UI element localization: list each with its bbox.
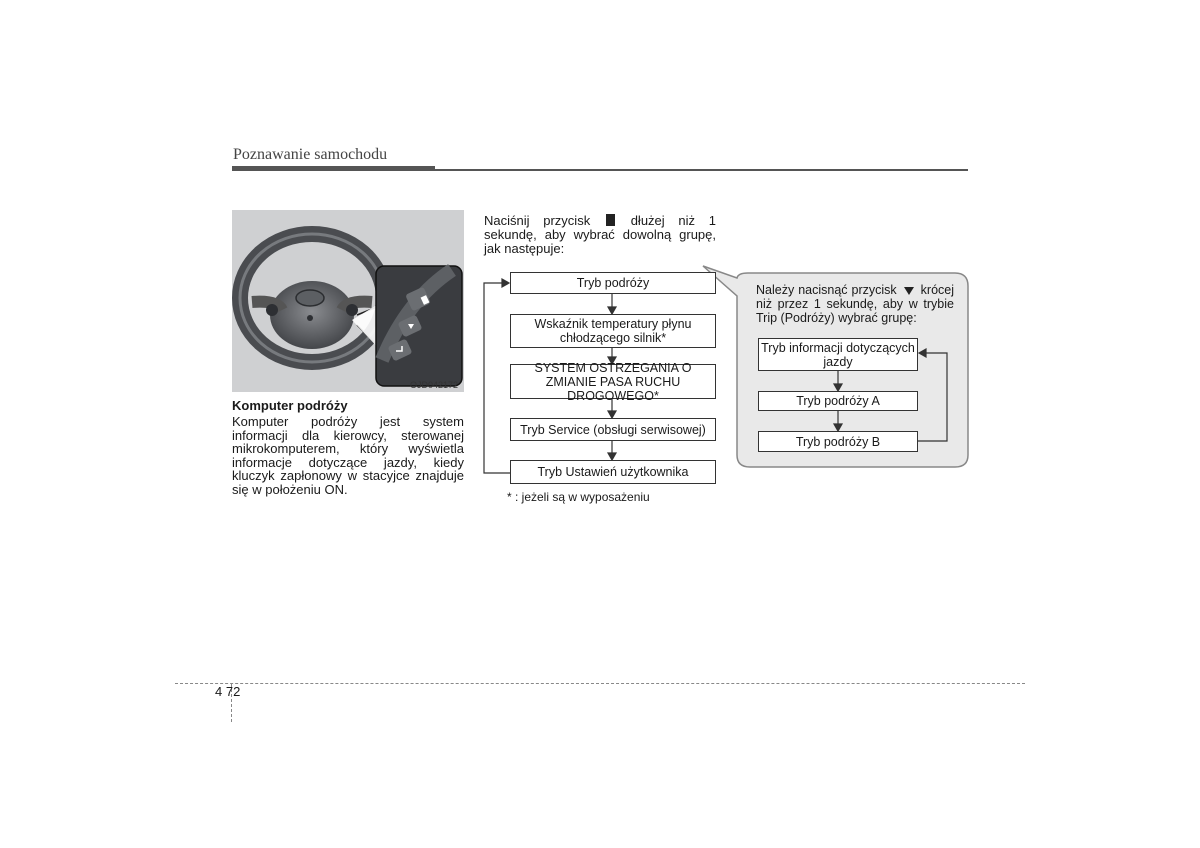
- callout-paragraph: [756, 283, 954, 325]
- flow-item-coolant-temp: [510, 314, 716, 348]
- flow-item-service-mode: [510, 418, 716, 441]
- callout-item-trip-b: [758, 431, 918, 452]
- section-heading: Komputer podróży: [232, 398, 348, 413]
- flow-item-trip-mode: [510, 272, 716, 294]
- flow-item-user-settings: [510, 460, 716, 484]
- callout-item-label: Tryb podróży A: [796, 394, 880, 408]
- flow-footnote: * : jeżeli są w wyposażeniu: [507, 490, 650, 504]
- callout-text-after: krócej niż przez 1 sekundę, aby w trybie Trip (Podróży) wybrać grupę:: [756, 283, 954, 325]
- callout-item-label: Tryb informacji dotyczących jazdy: [761, 340, 915, 369]
- intro-text-after: dłużej niż 1 sekundę, aby wybrać dowolną grupę, jak następuje:: [484, 213, 716, 256]
- callout-item-driving-info: [758, 338, 918, 371]
- page-number: 4 72: [215, 684, 241, 699]
- callout-item-label: Tryb podróży B: [795, 434, 881, 449]
- flow-item-label: Tryb Service (obsługi serwisowej): [520, 422, 706, 437]
- flow-item-label: Tryb podróży: [576, 276, 650, 290]
- intro-text-before: Naciśnij przycisk: [484, 213, 591, 228]
- triangle-down-icon: [904, 287, 914, 295]
- flow-item-label: Wskaźnik temperatury płynu chłodzącego silnik*: [534, 317, 692, 345]
- callout-text-before: Należy nacisnąć przycisk: [756, 283, 897, 297]
- figure-code: OJD042172: [410, 380, 459, 390]
- page-header-title: Poznawanie samochodu: [233, 146, 388, 163]
- section-body: Komputer podróży jest system informacji dla kierowcy, sterowanej mikrokomputerem, który wyświetla informacje dotyczące jazdy, kiedy kluczyk zapłonowy w stacyjce znajduje się w położeniu ON.: [232, 414, 464, 497]
- flow-item-label: Tryb Ustawień użytkownika: [537, 465, 689, 479]
- footer-dashed-rule: [175, 683, 1025, 684]
- flow-item-label: SYSTEM OSTRZEGANIA O ZMIANIE PASA RUCHU DROGOWEGO*: [534, 360, 692, 403]
- flow-item-lane-warning: [510, 360, 716, 403]
- callout-item-trip-a: [758, 391, 918, 411]
